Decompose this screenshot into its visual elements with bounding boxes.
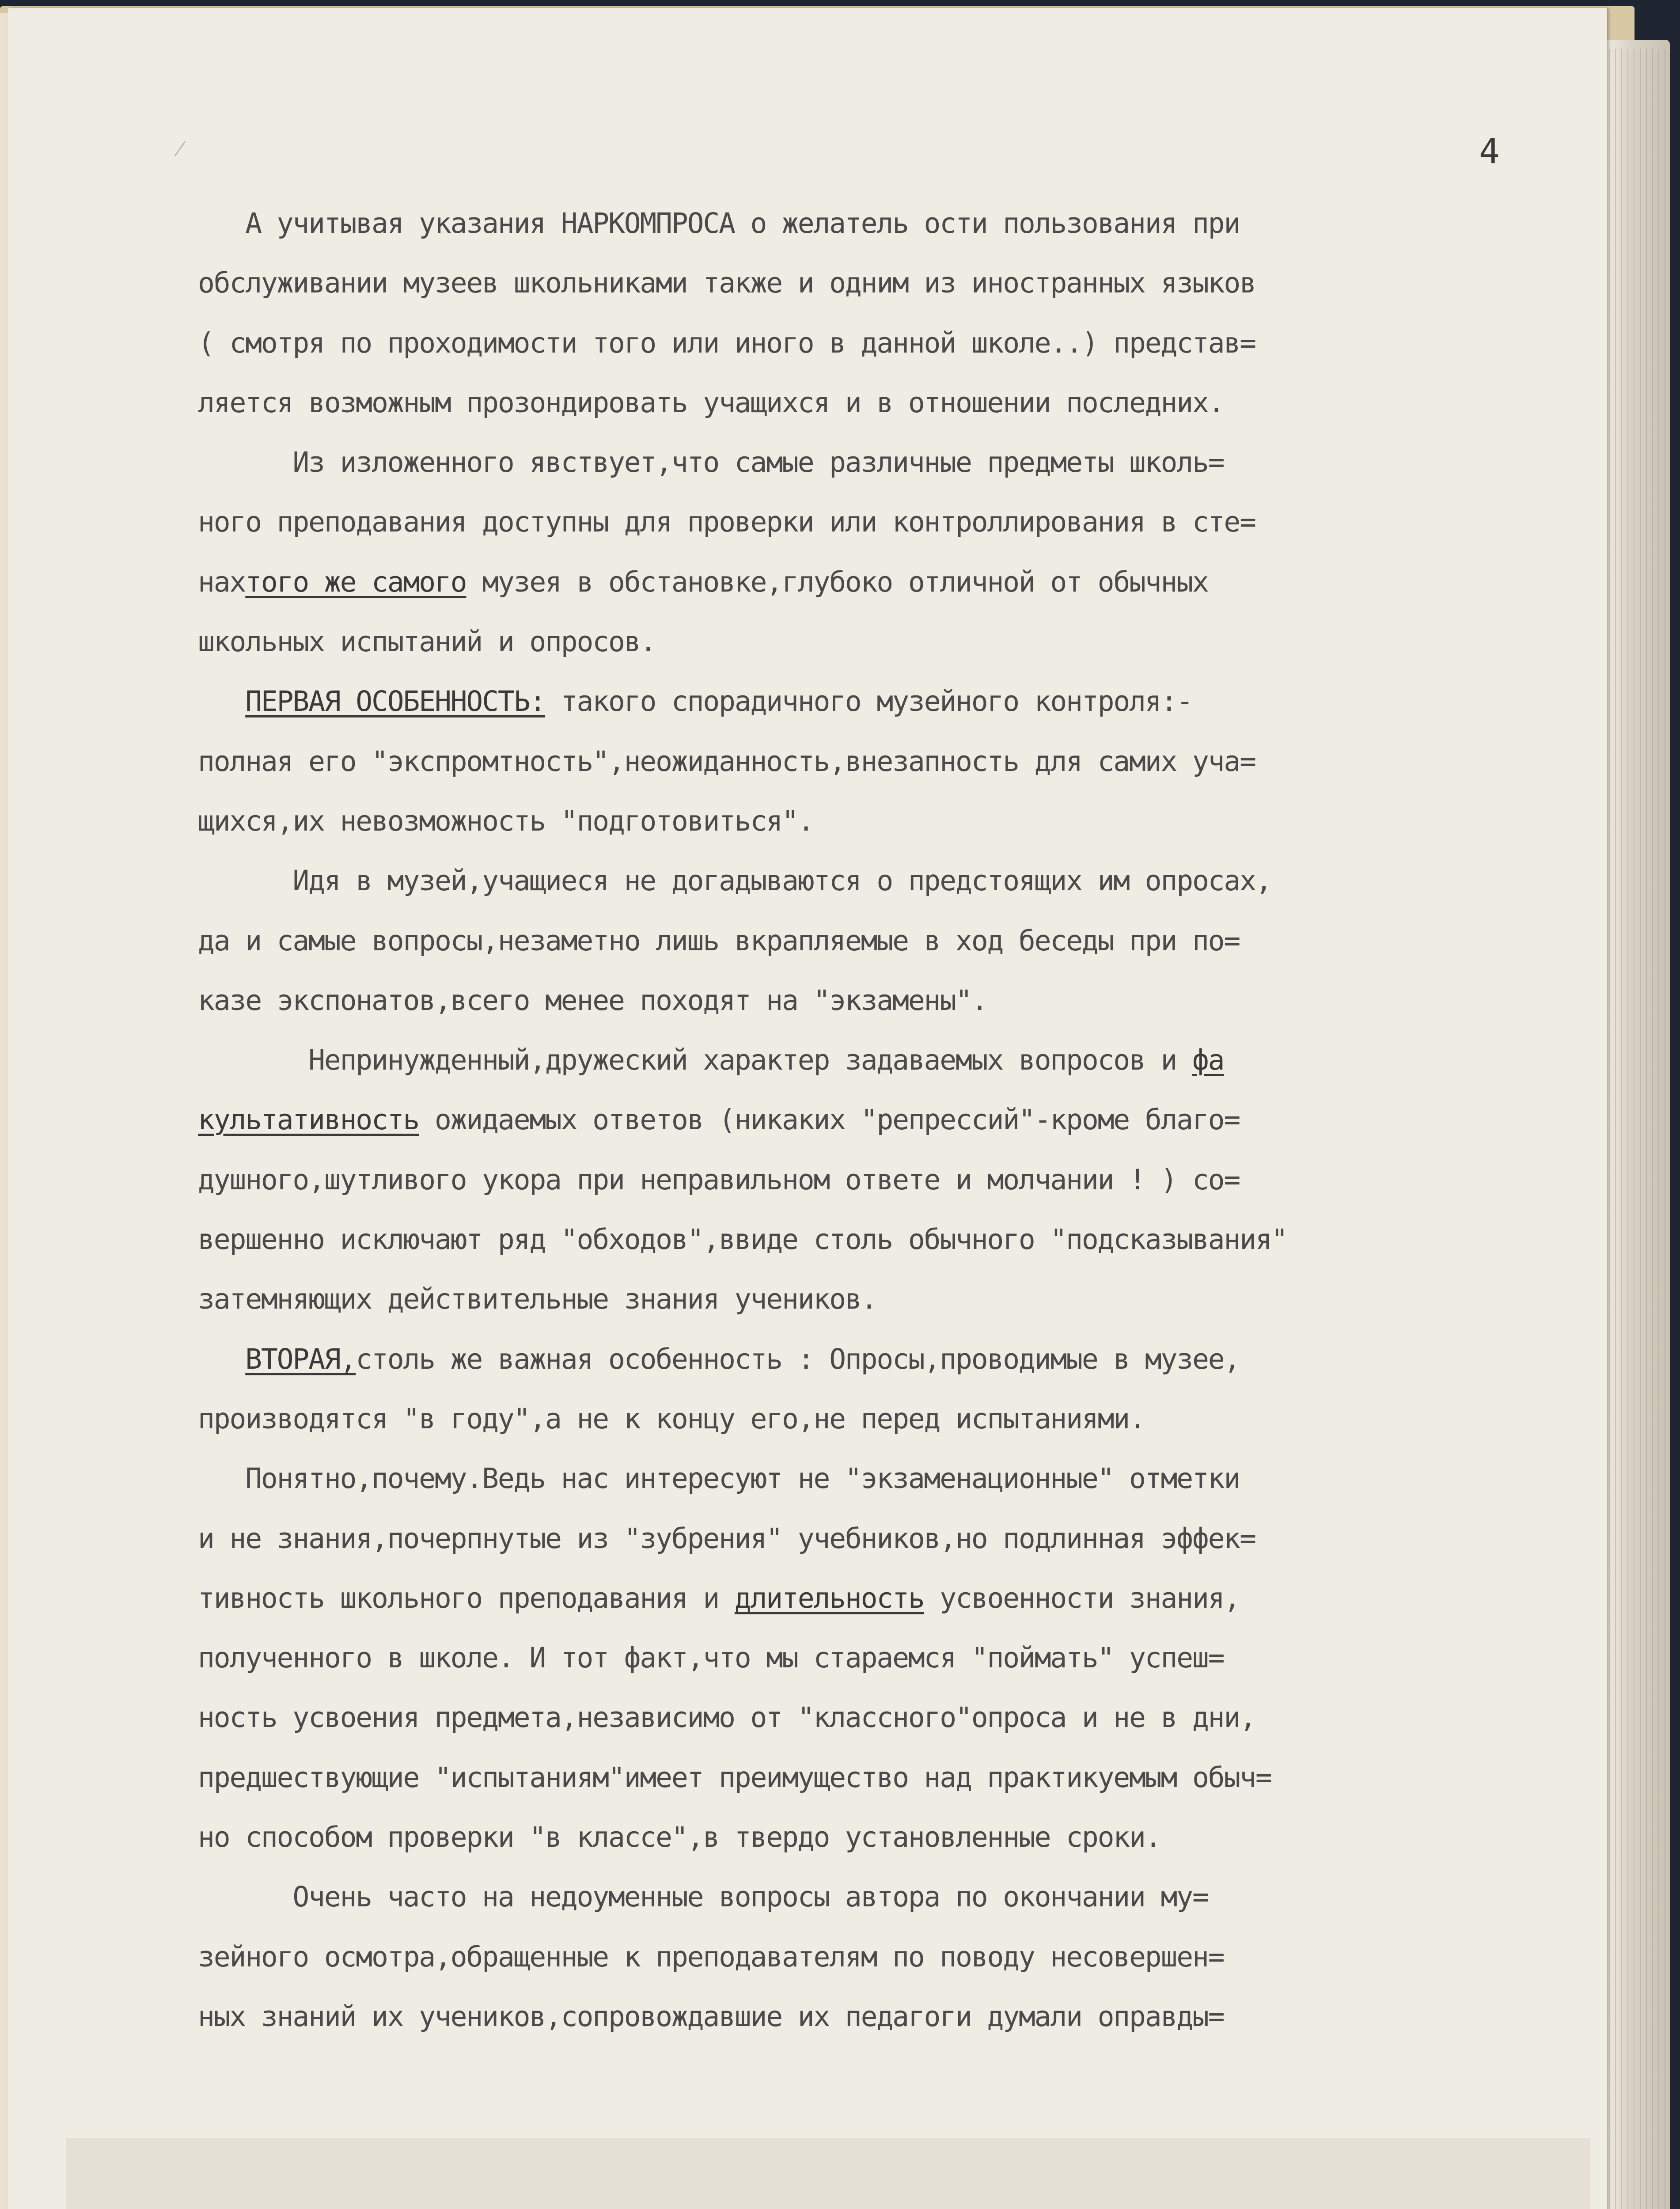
text-line: Из изложенного явствует,что самые различные предметы школь= (198, 446, 1224, 479)
typewritten-page (8, 8, 1607, 2209)
text-fragment (198, 685, 245, 717)
underlined-phrase: того же самого (245, 566, 466, 598)
text-line: щихся,их невозможность "подготовиться". (198, 805, 814, 837)
text-line: Идя в музей,учащиеся не догадываются о предстоящих им опросах, (198, 865, 1271, 897)
pencil-mark (174, 141, 200, 167)
text-line: затемняющих действительные знания учеников. (198, 1283, 877, 1316)
text-fragment: столь же важная особенность : Опросы,проводимые в музее, (356, 1343, 1240, 1375)
text-line: А учитывая указания НАРКОМПРОСА о желатель ости пользования при (198, 207, 1240, 239)
text-line: ляется возможным прозондировать учащихся и в отношении последних. (198, 386, 1224, 419)
text-line: полученного в школе. И тот факт,что мы стараемся "поймать" успеш= (198, 1642, 1224, 1674)
text-line: ных знаний их учеников,сопровождавшие их педагоги думали оправды= (198, 2000, 1224, 2033)
page-number: 4 (1479, 132, 1500, 171)
text-line: и не знания,почерпнутые из "зубрения" учебников,но подлинная эффек= (198, 1522, 1255, 1555)
text-line: полная его "экспромтность",неожиданность,внезапность для самих уча= (198, 745, 1255, 778)
text-line: Очень часто на недоуменные вопросы автора по окончании му= (198, 1881, 1208, 1913)
text-line (198, 552, 1559, 612)
sheet-below-edge (66, 2138, 1590, 2209)
text-line (198, 1030, 1559, 1090)
text-line: зейного осмотра,обращенные к преподавателям по поводу несовершен= (198, 1940, 1224, 1973)
text-line: казе экспонатов,всего менее походят на "экзамены". (198, 984, 987, 1017)
underlined-heading: ВТОРАЯ, (245, 1343, 356, 1375)
text-line: школьных испытаний и опросов. (198, 626, 656, 658)
text-line: ность усвоения предмета,независимо от "классного"опроса и не в дни, (198, 1701, 1255, 1734)
text-fragment: усвоенности знания, (924, 1582, 1240, 1614)
text-line: но способом проверки "в классе",в твердо установленные сроки. (198, 1821, 1161, 1854)
text-line: ( смотря по проходимости того или иного в данной школе..) представ= (198, 326, 1255, 359)
text-line (198, 1090, 1559, 1150)
text-line: вершенно исключают ряд "обходов",ввиде столь обычного "подсказывания" (198, 1223, 1287, 1256)
text-line: обслуживании музеев школьниками также и одним из иностранных языков (198, 267, 1255, 300)
underlined-heading: ПЕРВАЯ ОСОБЕННОСТЬ: (245, 685, 546, 718)
text-fragment: нах (198, 566, 246, 598)
text-line (198, 1329, 1559, 1389)
text-line (198, 672, 1559, 731)
text-fragment: ожидаемых ответов (никаких "репрессий"-кроме благо= (419, 1104, 1240, 1136)
underlined-phrase: фа (1192, 1044, 1224, 1077)
underlined-phrase: культативность (198, 1104, 419, 1136)
text-line: Понятно,почему.Ведь нас интересуют не "экзаменационные" отметки (198, 1462, 1240, 1495)
text-line: предшествующие "испытаниям"имеет преимущество над практикуемым обыч= (198, 1761, 1271, 1794)
text-fragment: тивность школьного преподавания и (198, 1582, 735, 1614)
text-fragment: такого спорадичного музейного контроля:- (545, 685, 1192, 718)
text-line: производятся "в году",а не к концу его,не перед испытаниями. (198, 1402, 1145, 1435)
text-fragment: Непринужденный,дружеский характер задаваемых вопросов и (198, 1044, 1192, 1077)
text-line (198, 1568, 1559, 1628)
text-line: ного преподавания доступны для проверки или контроллирования в сте= (198, 506, 1255, 539)
body-text (198, 194, 1559, 2046)
text-line: душного,шутливого укора при неправильном ответе и молчании ! ) со= (198, 1163, 1240, 1196)
text-line: да и самые вопросы,незаметно лишь вкрапляемые в ход беседы при по= (198, 924, 1240, 957)
underlined-phrase: длительность (734, 1582, 924, 1614)
text-fragment: музея в обстановке,глубоко отличной от обычных (466, 566, 1208, 598)
text-fragment (198, 1343, 245, 1375)
